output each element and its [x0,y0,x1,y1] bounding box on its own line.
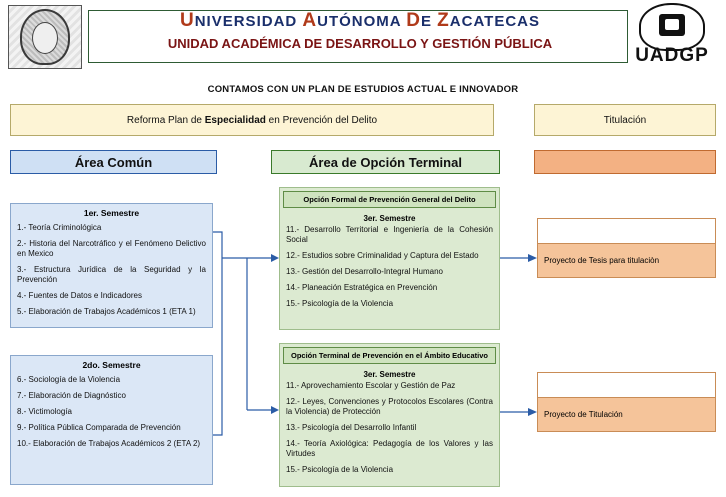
semester-1-list [11,223,212,327]
semester-2-title: 2do. Semestre [82,360,141,370]
semester-2-panel [10,355,213,485]
terminal-option-2-semester: 3er. Semestre [363,370,416,379]
list-item: 11.- Desarrollo Territorial e Ingeniería de la Cohesión Social [286,225,493,244]
output-box-2-label: Proyecto de Titulación [544,410,623,419]
university-seal-icon [8,5,82,69]
uadgp-logo [622,3,722,69]
seal-inner [32,22,58,54]
terminal-option-1-list [280,225,499,319]
header-rule-left [88,10,89,63]
university-title-text: UNIVERSIDAD AUTÓNOMA DE ZACATECAS [179,10,541,31]
unit-title [100,36,620,51]
reform-plan-box [10,104,494,136]
terminal-option-1-semester: 3er. Semestre [363,214,416,223]
list-item: 15.- Psicología de la Violencia [286,465,394,474]
output-box-1-label: Proyecto de Tesis para titulaciòn [544,256,660,265]
area-comun-label: Área Común [74,154,153,170]
output-box-2-cap [537,372,716,397]
area-opcion-terminal-label: Área de Opción Terminal [309,154,462,170]
output-box-1 [537,243,716,278]
terminal-option-1-header: Opción Formal de Prevención General del Delito [283,191,496,208]
semester-1-title: 1er. Semestre [83,208,140,218]
terminal-option-2-panel [279,343,500,487]
orange-band [534,150,716,174]
unit-title-text: UNIDAD ACADÉMICA DE DESARROLLO Y GESTIÓN PÚBLICA [167,36,553,51]
header-rule-bottom [88,62,628,63]
list-item: 14.- Teoría Axiológica: Pedagogía de los Valores y las Virtudes [286,439,493,458]
list-item: 5.- Elaboración de Trabajos Académicos 1 (ETA 1) [17,307,196,316]
terminal-option-2-list [280,381,499,485]
semester-2-list [11,375,212,459]
output-box-2 [537,397,716,432]
list-item: 9.- Política Pública Comparada de Prevención [17,423,181,432]
list-item: 12.- Estudios sobre Criminalidad y Captura del Estado [286,251,479,260]
area-comun-band [10,150,217,174]
reform-plan-label: Reforma Plan de Especialidad en Prevención del Delito [126,114,378,126]
list-item: 15.- Psicología de la Violencia [286,299,394,308]
titulacion-box [534,104,716,136]
list-item: 2.- Historia del Narcotráfico y el Fenómeno Delictivo en Mexico [17,239,206,258]
plan-subtitle: CONTAMOS CON UN PLAN DE ESTUDIOS ACTUAL E INNOVADOR [207,84,519,95]
terminal-option-2-header: Opción Terminal de Prevención en el Ámbito Educativo [283,347,496,364]
semester-1-panel [10,203,213,328]
list-item: 13.- Gestión del Desarrollo-Integral Humano [286,267,443,276]
list-item: 12.- Leyes, Convenciones y Protocolos Escolares (Contra la Violencia) de Protección [286,397,493,416]
list-item: 6.- Sociología de la Violencia [17,375,121,384]
list-item: 8.- Victimología [17,407,72,416]
uadgp-logo-text: UADGP [635,45,709,66]
list-item: 7.- Elaboración de Diagnóstico [17,391,126,400]
list-item: 13.- Psicología del Desarrollo Infantil [286,423,417,432]
list-item: 14.- Planeación Estratégica en Prevención [286,283,438,292]
terminal-option-1-panel [279,187,500,330]
list-item: 1.- Teoría Criminológica [17,223,102,232]
list-item: 10.- Elaboración de Trabajos Académicos 2 (ETA 2) [17,439,201,448]
output-box-1-cap [537,218,716,243]
university-title [100,10,620,32]
titulacion-label: Titulación [603,114,647,126]
list-item: 3.- Estructura Jurídica de la Seguridad y la Prevención [17,265,206,284]
list-item: 11.- Aprovechamiento Escolar y Gestión de Paz [286,381,456,390]
uadgp-glyph-icon [639,3,705,51]
list-item: 4.- Fuentes de Datos e Indicadores [17,291,142,300]
area-opcion-terminal-band [271,150,500,174]
header [0,0,726,70]
